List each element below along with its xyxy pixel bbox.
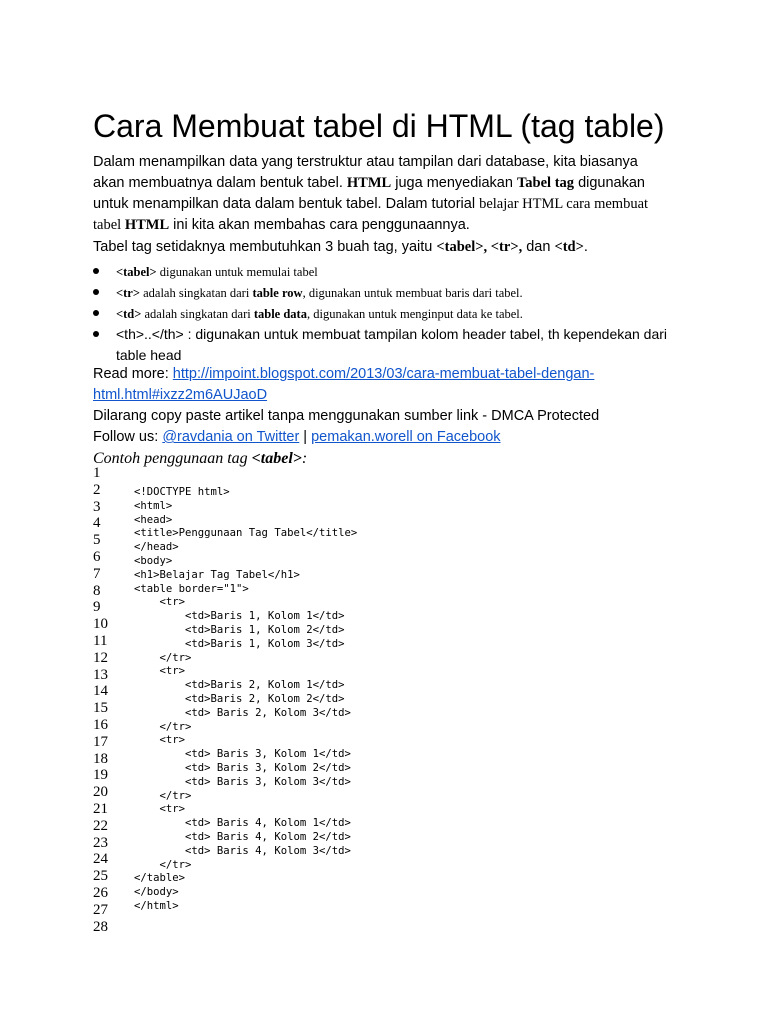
code-line: <td>Baris 1, Kolom 3</td> bbox=[134, 637, 345, 650]
read-more-line-1: Read more: http://impoint.blogspot.com/2013/03/cara-membuat-tabel-dengan- bbox=[93, 366, 595, 382]
line-number: 9 bbox=[93, 599, 101, 616]
code-line: </tr> bbox=[134, 858, 192, 871]
code-line: <td>Baris 1, Kolom 2</td> bbox=[134, 623, 345, 636]
code-line: </table> bbox=[134, 872, 186, 885]
list-item-continuation: table head bbox=[116, 347, 182, 363]
code-line: <title>Penggunaan Tag Tabel</title> bbox=[134, 527, 358, 540]
line-number: 24 bbox=[93, 851, 108, 868]
line-number: 28 bbox=[93, 918, 108, 935]
line-number: 25 bbox=[93, 868, 108, 885]
read-more-link[interactable]: http://impoint.blogspot.com/2013/03/cara-membuat-tabel-dengan- bbox=[172, 366, 595, 382]
twitter-link[interactable]: @ravdania on Twitter bbox=[162, 429, 300, 445]
line-number: 3 bbox=[93, 498, 101, 515]
code-line: </body> bbox=[134, 886, 179, 899]
code-line: <tr> bbox=[134, 665, 186, 678]
line-number: 11 bbox=[93, 632, 108, 649]
line-number: 26 bbox=[93, 884, 108, 901]
code-line: <td> Baris 4, Kolom 3</td> bbox=[134, 844, 351, 857]
facebook-link[interactable]: pemakan.worell on Facebook bbox=[311, 429, 501, 445]
code-line: <table border="1"> bbox=[134, 582, 249, 595]
code-line: <td> Baris 4, Kolom 2</td> bbox=[134, 830, 351, 843]
line-number: 5 bbox=[93, 532, 101, 549]
dmca-notice: Dilarang copy paste artikel tanpa menggunakan sumber link - DMCA Protected bbox=[93, 408, 600, 424]
line-number: 7 bbox=[93, 565, 101, 582]
line-number: 8 bbox=[93, 582, 101, 599]
intro-line-3: untuk menampilkan data dalam bentuk tabel. Dalam tutorial belajar HTML cara membuat bbox=[93, 196, 649, 212]
list-item: <td> adalah singkatan dari table data, digunakan untuk menginput data ke tabel. bbox=[93, 303, 693, 324]
code-line: <td> Baris 3, Kolom 1</td> bbox=[134, 748, 351, 761]
code-line: <td> Baris 3, Kolom 2</td> bbox=[134, 761, 351, 774]
code-line: </head> bbox=[134, 541, 179, 554]
bullet-dot bbox=[93, 289, 99, 295]
line-number: 1 bbox=[93, 465, 101, 481]
code-line: </tr> bbox=[134, 651, 192, 664]
list-item: <th>..</th> : digunakan untuk membuat tampilan kolom header tabel, th kependekan dari bbox=[93, 324, 693, 345]
line-number: 19 bbox=[93, 767, 108, 784]
bullet-dot bbox=[93, 310, 99, 316]
bullet-dot bbox=[93, 331, 99, 337]
code-line: <tr> bbox=[134, 734, 186, 747]
code-line: </tr> bbox=[134, 720, 192, 733]
code-line: <tr> bbox=[134, 803, 186, 816]
line-number: 23 bbox=[93, 834, 108, 851]
line-number: 22 bbox=[93, 817, 108, 834]
example-heading: Contoh penggunaan tag <tabel>: bbox=[93, 450, 308, 467]
line-number: 2 bbox=[93, 481, 101, 498]
intro-line-2: akan membuatnya dalam bentuk tabel. HTML juga menyediakan Tabel tag digunakan bbox=[93, 175, 645, 191]
line-number: 4 bbox=[93, 515, 101, 532]
read-more-link-continued[interactable]: html.html#ixzz2m6AUJaoD bbox=[93, 387, 268, 403]
tag-bullet-list bbox=[93, 261, 693, 366]
line-number: 6 bbox=[93, 548, 101, 565]
line-number: 21 bbox=[93, 800, 108, 817]
line-number: 15 bbox=[93, 700, 108, 717]
line-number: 27 bbox=[93, 901, 108, 918]
line-number: 10 bbox=[93, 616, 108, 633]
line-number: 14 bbox=[93, 683, 108, 700]
line-number: 17 bbox=[93, 733, 108, 750]
line-number: 16 bbox=[93, 716, 108, 733]
code-line: </html> bbox=[134, 899, 179, 912]
code-line: <h1>Belajar Tag Tabel</h1> bbox=[134, 568, 300, 581]
bullet-dot bbox=[93, 268, 99, 274]
intro-line-1: Dalam menampilkan data yang terstruktur atau tampilan dari database, kita biasanya bbox=[93, 154, 638, 170]
code-line: <body> bbox=[134, 554, 173, 567]
page-title: Cara Membuat tabel di HTML (tag table) bbox=[93, 108, 665, 144]
code-line: <td>Baris 2, Kolom 1</td> bbox=[134, 679, 345, 692]
line-number: 12 bbox=[93, 649, 108, 666]
follow-us-line: Follow us: @ravdania on Twitter | pemakan.worell on Facebook bbox=[93, 429, 501, 445]
line-number: 20 bbox=[93, 784, 108, 801]
intro-line-4: tabel HTML ini kita akan membahas cara penggunaannya. bbox=[93, 217, 470, 233]
line-number: 13 bbox=[93, 666, 108, 683]
intro-line-5: Tabel tag setidaknya membutuhkan 3 buah tag, yaitu <tabel>, <tr>, dan <td>. bbox=[93, 239, 588, 255]
code-line: <td>Baris 1, Kolom 1</td> bbox=[134, 610, 345, 623]
code-line: <tr> bbox=[134, 596, 186, 609]
code-line: <td> Baris 4, Kolom 1</td> bbox=[134, 817, 351, 830]
code-line: <html> bbox=[134, 499, 173, 512]
code-line: <!DOCTYPE html> bbox=[134, 486, 230, 498]
read-more-line-2 bbox=[93, 385, 693, 406]
list-item: <tr> adalah singkatan dari table row, digunakan untuk membuat baris dari tabel. bbox=[93, 282, 693, 303]
code-line: <td>Baris 2, Kolom 2</td> bbox=[134, 692, 345, 705]
line-number-column bbox=[93, 465, 123, 935]
code-line: <td> Baris 3, Kolom 3</td> bbox=[134, 775, 351, 788]
list-item: <tabel> digunakan untuk memulai tabel bbox=[93, 261, 693, 282]
code-block bbox=[134, 486, 357, 914]
code-line: <td> Baris 2, Kolom 3</td> bbox=[134, 706, 351, 719]
code-line: <head> bbox=[134, 513, 173, 526]
line-number: 18 bbox=[93, 750, 108, 767]
code-line: </tr> bbox=[134, 789, 192, 802]
